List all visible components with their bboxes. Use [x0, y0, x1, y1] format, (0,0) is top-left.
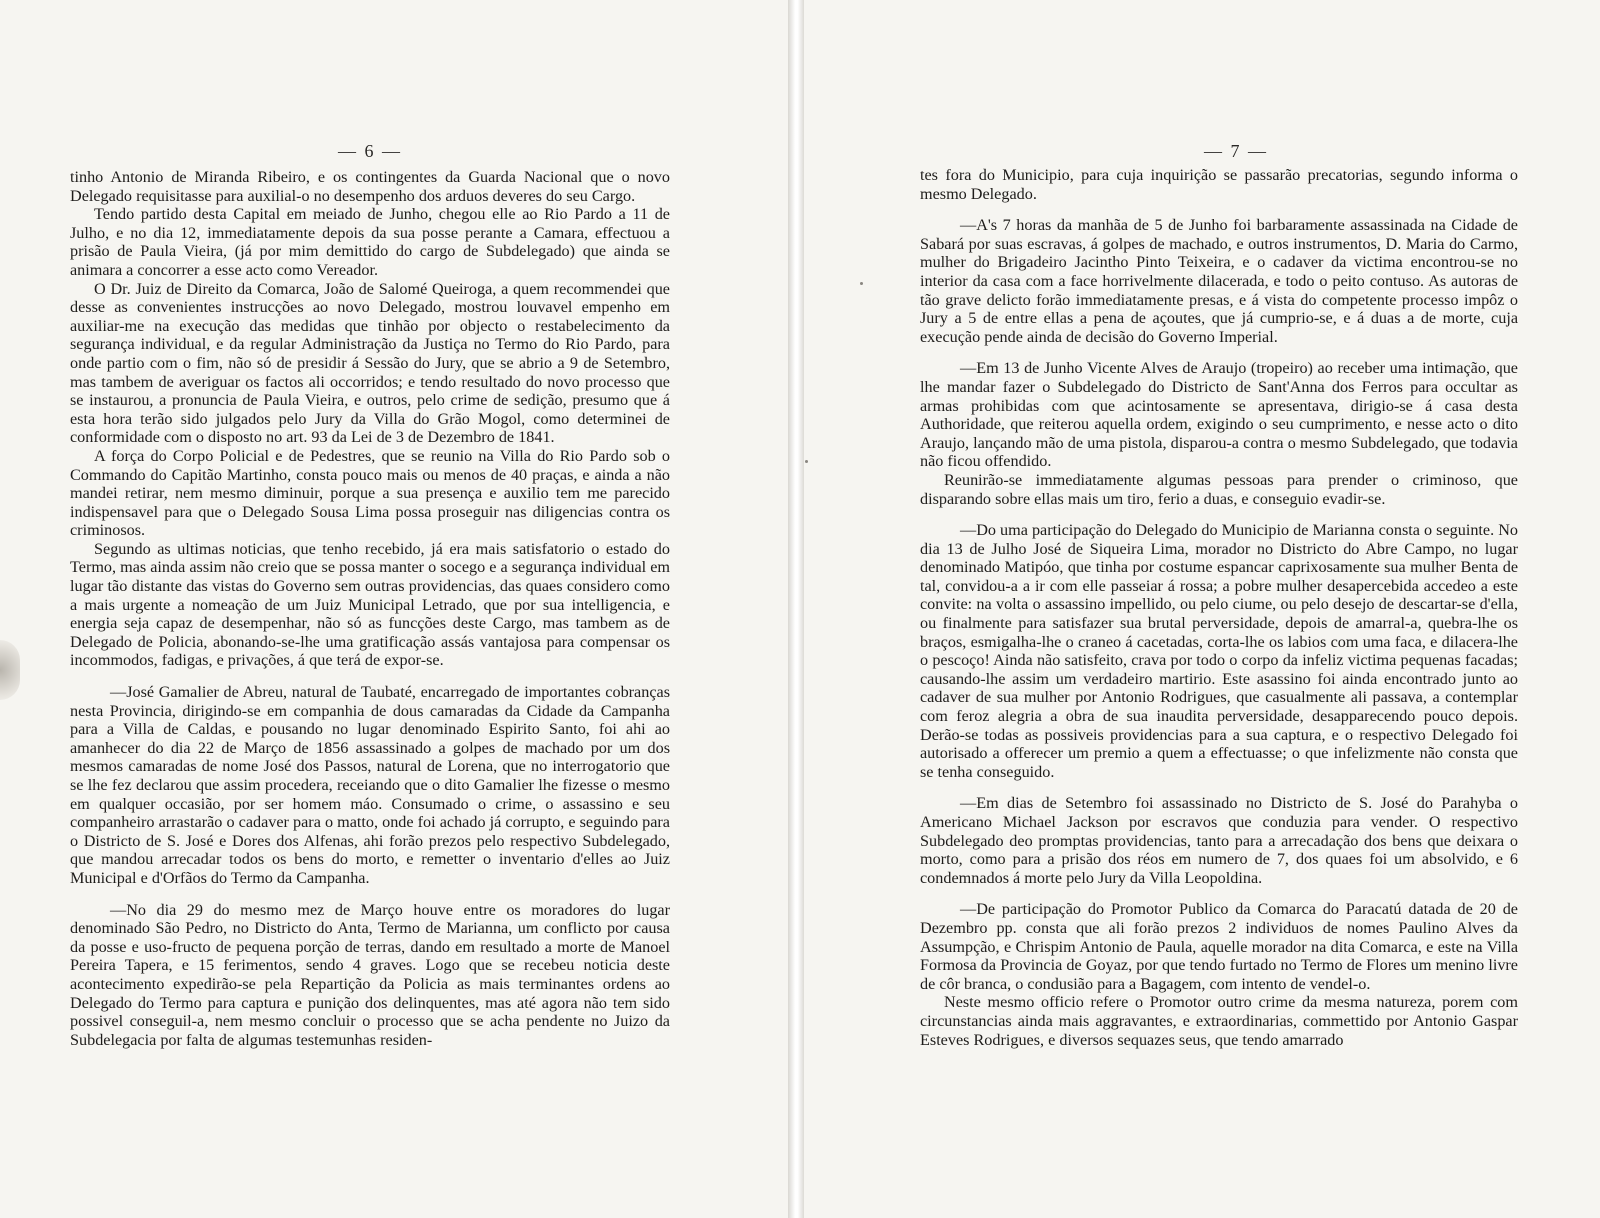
paragraph: O Dr. Juiz de Direito da Comarca, João de Salomé Queiroga, a quem recommendei que desse as convenientes instrucções ao novo Delegado, mostrou louvavel empenho em auxiliar-me na execução das medidas que tinhão por objecto o restabelecimento da segurança individual, e da regular Administração da Justiça no Termo do Rio Pardo, para onde partio com o fim, não só de presidir á Sessão do Jury, que se abrio a 9 de Setembro, mas tambem de averiguar os factos ali occorridos; e tendo resultado do novo processo que se instaurou, a pronuncia de Paula Vieira, e outros, pelo crime de sedição, presumo que á esta hora terão sido julgados pelo Jury da Villa do Grão Mogol, como determinei de conformidade com o disposto no art. 93 da Lei de 3 de Dezembro de 1841.	[70, 279, 670, 447]
paragraph: Reunirão-se immediatamente algumas pessoas para prender o criminoso, que disparando sobre ellas mais um tiro, ferio a duas, e conseguio evadir-se.	[920, 470, 1518, 508]
book-gutter	[788, 0, 804, 1218]
paragraph: —Do uma participação do Delegado do Municipio de Marianna consta o seguinte. No dia 13 de Julho José de Siqueira Lima, morador no Districto do Abre Campo, no lugar denominado Matipóo, que tinha por costume espancar caprixosamente sua mulher Benta de tal, convidou-a a ir com elle passeiar á rossa; a pobre mulher desapercebida accedeo a este convite: na volta o assassino impellido, ou pelo ciume, ou pelo desejo de descartar-se d'ella, ou finalmente para satisfazer sua brutal perversidade, depois de amarral-a, quebra-lhe os braços, esmigalha-lhe o craneo á cacetadas, corta-lhe os labios com uma faca, e dilacera-lhe o pescoço! Ainda não satisfeito, crava por todo o corpo da infeliz victima pequenas facadas; causando-lhe assim um verdadeiro martirio. Este asassino foi ainda encontrado junto ao cadaver de sua mulher por Antonio Rodrigues, que casualmente ali passava, a contemplar com feroz alegria a obra de sua inaudita perversidade, desapparecendo pouco depois. Derão-se todas as possiveis providencias para a sua captura, e o respectivo Delegado foi autorisado a offerecer um premio a quem a effectuasse; o que infelizmente não consta que se tenha conseguido.	[920, 521, 1518, 781]
paragraph: Neste mesmo officio refere o Promotor outro crime da mesma natureza, porem com circunstancias ainda mais aggravantes, e extraordinarias, commettido por Antonio Gaspar Esteves Rodrigues, e diversos sequazes seus, que tendo amarrado	[920, 993, 1518, 1049]
paragraph: —No dia 29 do mesmo mez de Março houve entre os moradores do lugar denominado São Pedro, no Districto do Anta, Termo de Marianna, um conflicto por causa da posse e uso-fructo de pequena porção de terras, dando em resultado a morte de Manoel Pereira Tapera, e 15 ferimentos, sendo 4 graves. Logo que se recebeu noticia deste acontecimento expedirão-se pela Repartição da Policia as mais terminantes ordens ao Delegado do Termo para captura e punição dos delinquentes, mas até agora não tem sido possivel conseguil-a, nem mesmo concluir o processo que se acha pendente no Juizo da Subdelegacia por falta de algumas testemunhas residen-	[70, 900, 670, 1049]
page-body	[920, 166, 1518, 1049]
paragraph: —A's 7 horas da manhãa de 5 de Junho foi barbaramente assassinada na Cidade de Sabará por suas escravas, á golpes de machado, e outros instrumentos, D. Maria do Carmo, mulher do Brigadeiro Jacintho Pinto Teixeira, e o cadaver da victima encontrou-se no interior da casa com a face horrivelmente dilacerada, e todo o peito contuso. As autoras de tão grave delicto forão immediatamente presas, e á vista do competente processo impôz o Jury a 5 de entre ellas a pena de açoutes, que já cumprio-se, e á duas a de morte, cuja execução pende ainda de decisão do Governo Imperial.	[920, 216, 1518, 346]
paragraph: Segundo as ultimas noticias, que tenho recebido, já era mais satisfatorio o estado do Termo, mas ainda assim não creio que se possa manter o socego e a segurança individual em lugar tão distante das vistas do Governo sem outras providencias, das quaes considero como a mais urgente a nomeação de um Juiz Municipal Letrado, que por sua intelligencia, e energia seja capaz de desempenhar, não só as funcções deste Cargo, mas tambem as de Delegado de Policia, abonando-se-lhe uma gratificação assás vantajosa para compensar os incommodos, fadigas, e privações, á que terá de expor-se.	[70, 539, 670, 670]
paragraph: —Em 13 de Junho Vicente Alves de Araujo (tropeiro) ao receber uma intimação, que lhe mandar fazer o Subdelegado do Districto de Sant'Anna dos Ferros para occultar as armas prohibidas com que acintosamente se apresentava, dirigio-se á casa desta Authoridade, que reiterou aquella ordem, exigindo o seu cumprimento, e nesse acto o dito Araujo, lançando mão de uma pistola, disparou-a contra o mesmo Subdelegado, que todavia não ficou offendido.	[920, 359, 1518, 471]
page-number: — 7 —	[1204, 141, 1268, 161]
paragraph: tes fora do Municipio, para cuja inquirição se passarão precatorias, segundo informa o mesmo Delegado.	[920, 166, 1518, 203]
paragraph: —Em dias de Setembro foi assassinado no Districto de S. José do Parahyba o Americano Michael Jackson por escravos que conduzia para vender. O respectivo Subdelegado deo promptas providencias, tanto para a arrecadação dos bens que deixara o morto, como para a prisão dos réos em numero de 7, dos quaes foi um absolvido, e 6 condemnados á morte pelo Jury da Villa Leopoldina.	[920, 794, 1518, 887]
paragraph: —De participação do Promotor Publico da Comarca do Paracatú datada de 20 de Dezembro pp. consta que ali forão prezos 2 individuos de nomes Paulino Alves da Assumpção, e Chrispim Antonio de Paula, aquelle morador na dita Comarca, e este na Villa Formosa da Provincia de Goyaz, por que tendo furtado no Termo de Flores um menino livre de côr branca, o condusião para a Bagagem, com intento de vendel-o.	[920, 900, 1518, 993]
left-page	[0, 0, 788, 1218]
page-stain	[0, 640, 20, 700]
page-body	[70, 168, 670, 1049]
page-number: — 6 —	[338, 141, 402, 161]
right-page	[804, 0, 1600, 1218]
paragraph: Tendo partido desta Capital em meiado de Junho, chegou elle ao Rio Pardo a 11 de Julho, e no dia 12, immediatamente depois da sua posse perante a Camara, effectuou a prisão de Paula Vieira, (já por mim demittido do cargo de Subdelegado) que ainda se animara a concorrer a esse acto como Vereador.	[70, 205, 670, 279]
paragraph: tinho Antonio de Miranda Ribeiro, e os contingentes da Guarda Nacional que o novo Delegado requisitasse para auxilial-o no desempenho dos arduos deveres do seu Cargo.	[70, 168, 670, 205]
ink-speck	[860, 282, 863, 285]
paragraph: A força do Corpo Policial e de Pedestres, que se reunio na Villa do Rio Pardo sob o Commando do Capitão Martinho, consta pouco mais ou menos de 40 praças, e ainda a não mandei retirar, nem mesmo diminuir, porque a sua presença e auxilio tem me parecido indispensavel para que o Delegado Sousa Lima possa proseguir nas diligencias contra os criminosos.	[70, 446, 670, 540]
paragraph: —José Gamalier de Abreu, natural de Taubaté, encarregado de importantes cobranças nesta Provincia, dirigindo-se em companhia de dous camaradas da Cidade da Campanha para a Villa de Caldas, e pousando no lugar denominado Espirito Santo, foi ahi ao amanhecer do dia 22 de Março de 1856 assassinado a golpes de machado por um dos mesmos camaradas de nome José dos Passos, natural de Lorena, que no interrogatorio que se lhe fez declarou que assim procedera, receiando que o dito Gamalier lhe fizesse o mesmo em qualquer occasião, por ser homem máo. Consumado o crime, o assassino e seu companheiro arrastarão o cadaver para o matto, onde foi achado já corrupto, e seguindo para o Districto de S. José e Dores dos Alfenas, ahi forão prezos pelo respectivo Subdelegado, que mandou arrecadar todos os bens do morto, e remetter o inventario d'elles ao Juiz Municipal e d'Orfãos do Termo da Campanha.	[70, 683, 670, 887]
ink-speck	[805, 460, 808, 463]
